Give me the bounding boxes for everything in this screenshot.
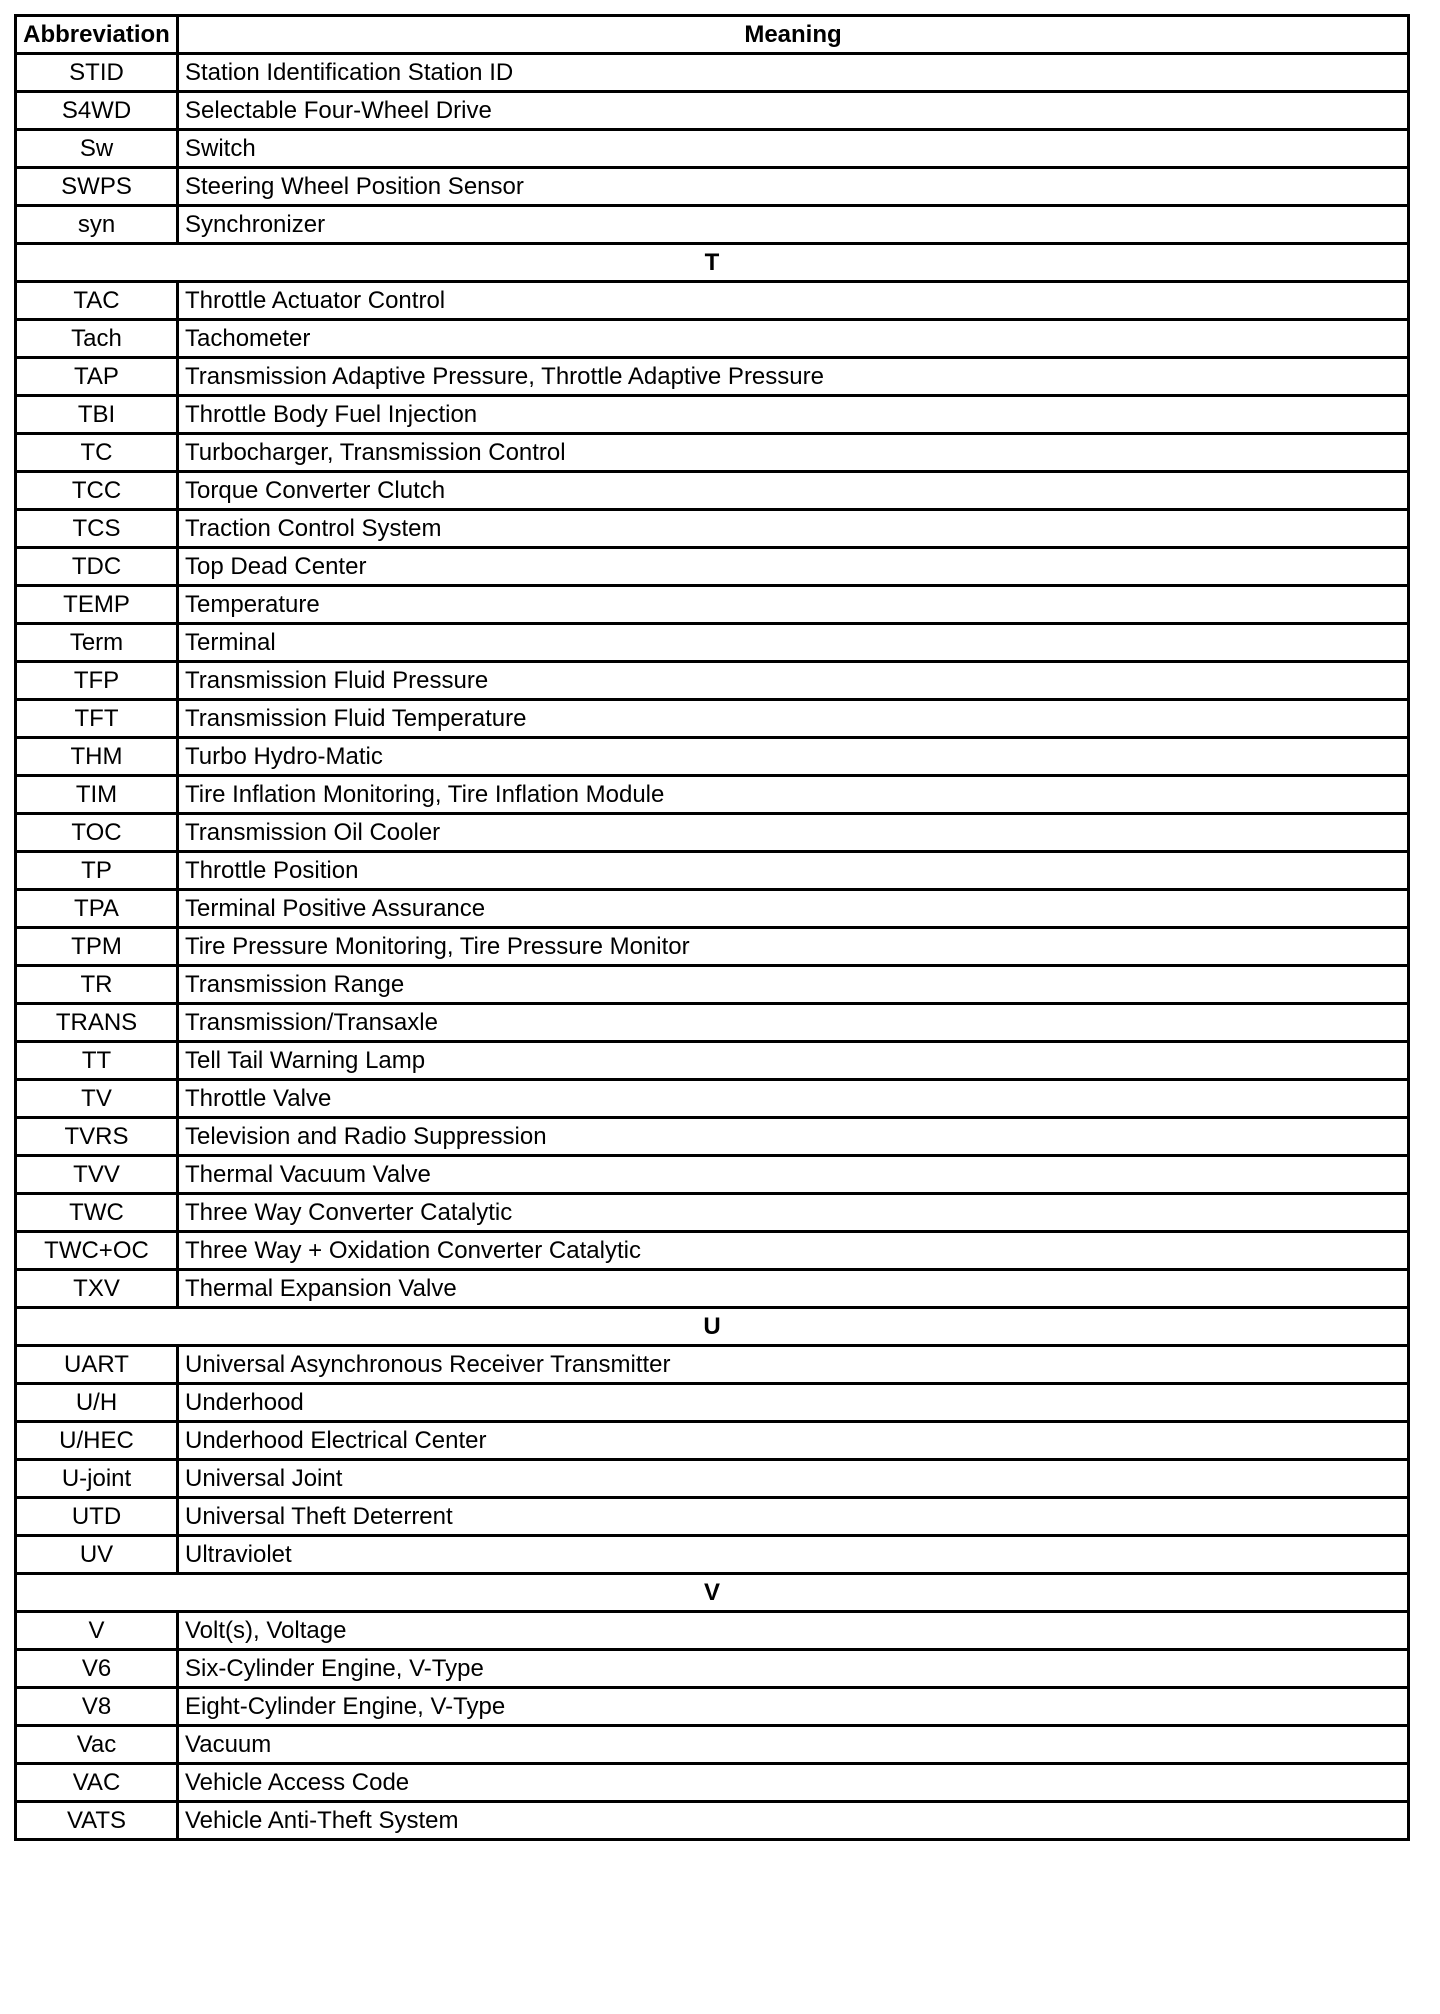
meaning-cell: Three Way Converter Catalytic bbox=[178, 1194, 1409, 1232]
abbreviation-cell: UART bbox=[16, 1346, 178, 1384]
meaning-cell: Temperature bbox=[178, 586, 1409, 624]
table-row bbox=[16, 1270, 1409, 1308]
abbreviation-cell: U/HEC bbox=[16, 1422, 178, 1460]
table-row bbox=[16, 206, 1409, 244]
abbreviation-cell: Term bbox=[16, 624, 178, 662]
abbreviation-cell: UV bbox=[16, 1536, 178, 1574]
abbreviation-cell: TR bbox=[16, 966, 178, 1004]
meaning-column-header: Meaning bbox=[178, 16, 1409, 54]
meaning-cell: Transmission Fluid Pressure bbox=[178, 662, 1409, 700]
table-row bbox=[16, 1726, 1409, 1764]
abbreviation-cell: TCS bbox=[16, 510, 178, 548]
meaning-cell: Torque Converter Clutch bbox=[178, 472, 1409, 510]
meaning-cell: Vacuum bbox=[178, 1726, 1409, 1764]
table-row bbox=[16, 1194, 1409, 1232]
meaning-cell: Three Way + Oxidation Converter Catalytic bbox=[178, 1232, 1409, 1270]
meaning-cell: Tachometer bbox=[178, 320, 1409, 358]
abbreviation-cell: TCC bbox=[16, 472, 178, 510]
meaning-cell: Vehicle Access Code bbox=[178, 1764, 1409, 1802]
table-row bbox=[16, 1080, 1409, 1118]
table-row bbox=[16, 1042, 1409, 1080]
meaning-cell: Transmission Fluid Temperature bbox=[178, 700, 1409, 738]
table-row bbox=[16, 624, 1409, 662]
abbreviation-column-header: Abbreviation bbox=[16, 16, 178, 54]
abbreviation-cell: Vac bbox=[16, 1726, 178, 1764]
section-letter: U bbox=[16, 1308, 1409, 1346]
table-row bbox=[16, 168, 1409, 206]
abbreviation-cell: TRANS bbox=[16, 1004, 178, 1042]
abbreviation-cell: TPA bbox=[16, 890, 178, 928]
abbreviation-cell: TXV bbox=[16, 1270, 178, 1308]
table-row bbox=[16, 282, 1409, 320]
meaning-cell: Synchronizer bbox=[178, 206, 1409, 244]
table-row bbox=[16, 1650, 1409, 1688]
abbreviation-cell: TFT bbox=[16, 700, 178, 738]
abbreviation-cell: TOC bbox=[16, 814, 178, 852]
abbreviation-cell: V6 bbox=[16, 1650, 178, 1688]
section-letter: V bbox=[16, 1574, 1409, 1612]
table-header-row bbox=[16, 16, 1409, 54]
meaning-cell: Top Dead Center bbox=[178, 548, 1409, 586]
abbreviation-cell: VAC bbox=[16, 1764, 178, 1802]
meaning-cell: Thermal Expansion Valve bbox=[178, 1270, 1409, 1308]
meaning-cell: Turbo Hydro-Matic bbox=[178, 738, 1409, 776]
meaning-cell: Television and Radio Suppression bbox=[178, 1118, 1409, 1156]
table-row bbox=[16, 472, 1409, 510]
abbreviation-cell: TWC bbox=[16, 1194, 178, 1232]
table-row bbox=[16, 92, 1409, 130]
table-row bbox=[16, 814, 1409, 852]
table-row bbox=[16, 586, 1409, 624]
abbreviation-cell: Tach bbox=[16, 320, 178, 358]
table-row bbox=[16, 776, 1409, 814]
table-row bbox=[16, 1764, 1409, 1802]
meaning-cell: Throttle Valve bbox=[178, 1080, 1409, 1118]
abbreviation-cell: S4WD bbox=[16, 92, 178, 130]
section-header-row bbox=[16, 1574, 1409, 1612]
abbreviation-cell: TBI bbox=[16, 396, 178, 434]
abbreviation-cell: TPM bbox=[16, 928, 178, 966]
meaning-cell: Volt(s), Voltage bbox=[178, 1612, 1409, 1650]
table-row bbox=[16, 130, 1409, 168]
table-row bbox=[16, 54, 1409, 92]
table-row bbox=[16, 1004, 1409, 1042]
section-letter: T bbox=[16, 244, 1409, 282]
meaning-cell: Underhood Electrical Center bbox=[178, 1422, 1409, 1460]
table-row bbox=[16, 1156, 1409, 1194]
abbreviation-cell: TP bbox=[16, 852, 178, 890]
abbreviation-cell: TDC bbox=[16, 548, 178, 586]
table-row bbox=[16, 1118, 1409, 1156]
meaning-cell: Station Identification Station ID bbox=[178, 54, 1409, 92]
meaning-cell: Terminal Positive Assurance bbox=[178, 890, 1409, 928]
meaning-cell: Selectable Four-Wheel Drive bbox=[178, 92, 1409, 130]
meaning-cell: Vehicle Anti-Theft System bbox=[178, 1802, 1409, 1840]
table-row bbox=[16, 434, 1409, 472]
meaning-cell: Throttle Position bbox=[178, 852, 1409, 890]
abbreviation-cell: THM bbox=[16, 738, 178, 776]
table-row bbox=[16, 662, 1409, 700]
meaning-cell: Tell Tail Warning Lamp bbox=[178, 1042, 1409, 1080]
abbreviation-cell: TVRS bbox=[16, 1118, 178, 1156]
meaning-cell: Transmission Oil Cooler bbox=[178, 814, 1409, 852]
table-row bbox=[16, 1384, 1409, 1422]
table-row bbox=[16, 852, 1409, 890]
section-header-row bbox=[16, 244, 1409, 282]
table-row bbox=[16, 358, 1409, 396]
table-row bbox=[16, 548, 1409, 586]
meaning-cell: Transmission Adaptive Pressure, Throttle Adaptive Pressure bbox=[178, 358, 1409, 396]
abbreviation-cell: TIM bbox=[16, 776, 178, 814]
abbreviation-table bbox=[14, 14, 1410, 1841]
meaning-cell: Six-Cylinder Engine, V-Type bbox=[178, 1650, 1409, 1688]
section-header-row bbox=[16, 1308, 1409, 1346]
meaning-cell: Terminal bbox=[178, 624, 1409, 662]
table-row bbox=[16, 1232, 1409, 1270]
table-row bbox=[16, 1422, 1409, 1460]
table-row bbox=[16, 1460, 1409, 1498]
meaning-cell: Universal Theft Deterrent bbox=[178, 1498, 1409, 1536]
table-row bbox=[16, 320, 1409, 358]
meaning-cell: Universal Joint bbox=[178, 1460, 1409, 1498]
meaning-cell: Steering Wheel Position Sensor bbox=[178, 168, 1409, 206]
meaning-cell: Underhood bbox=[178, 1384, 1409, 1422]
meaning-cell: Throttle Body Fuel Injection bbox=[178, 396, 1409, 434]
table-row bbox=[16, 1688, 1409, 1726]
abbreviation-cell: TFP bbox=[16, 662, 178, 700]
abbreviation-cell: TAC bbox=[16, 282, 178, 320]
abbreviation-cell: UTD bbox=[16, 1498, 178, 1536]
meaning-cell: Thermal Vacuum Valve bbox=[178, 1156, 1409, 1194]
table-row bbox=[16, 1612, 1409, 1650]
abbreviation-cell: TC bbox=[16, 434, 178, 472]
meaning-cell: Eight-Cylinder Engine, V-Type bbox=[178, 1688, 1409, 1726]
table-row bbox=[16, 700, 1409, 738]
table-row bbox=[16, 1802, 1409, 1840]
abbreviation-cell: TVV bbox=[16, 1156, 178, 1194]
meaning-cell: Switch bbox=[178, 130, 1409, 168]
meaning-cell: Transmission Range bbox=[178, 966, 1409, 1004]
table-row bbox=[16, 738, 1409, 776]
table-row bbox=[16, 890, 1409, 928]
abbreviation-cell: U/H bbox=[16, 1384, 178, 1422]
abbreviation-cell: TT bbox=[16, 1042, 178, 1080]
table-row bbox=[16, 928, 1409, 966]
table-row bbox=[16, 396, 1409, 434]
table-row bbox=[16, 1536, 1409, 1574]
abbreviation-cell: V bbox=[16, 1612, 178, 1650]
abbreviation-cell: Sw bbox=[16, 130, 178, 168]
table-row bbox=[16, 1346, 1409, 1384]
abbreviation-cell: U-joint bbox=[16, 1460, 178, 1498]
table-row bbox=[16, 1498, 1409, 1536]
abbreviation-cell: STID bbox=[16, 54, 178, 92]
abbreviation-cell: V8 bbox=[16, 1688, 178, 1726]
abbreviation-cell: TEMP bbox=[16, 586, 178, 624]
abbreviation-cell: syn bbox=[16, 206, 178, 244]
meaning-cell: Ultraviolet bbox=[178, 1536, 1409, 1574]
table-body bbox=[16, 54, 1409, 1840]
table-row bbox=[16, 510, 1409, 548]
meaning-cell: Throttle Actuator Control bbox=[178, 282, 1409, 320]
abbreviation-cell: TV bbox=[16, 1080, 178, 1118]
meaning-cell: Tire Inflation Monitoring, Tire Inflation Module bbox=[178, 776, 1409, 814]
meaning-cell: Tire Pressure Monitoring, Tire Pressure Monitor bbox=[178, 928, 1409, 966]
abbreviation-cell: SWPS bbox=[16, 168, 178, 206]
abbreviation-cell: TAP bbox=[16, 358, 178, 396]
meaning-cell: Universal Asynchronous Receiver Transmitter bbox=[178, 1346, 1409, 1384]
table-row bbox=[16, 966, 1409, 1004]
meaning-cell: Transmission/Transaxle bbox=[178, 1004, 1409, 1042]
meaning-cell: Traction Control System bbox=[178, 510, 1409, 548]
abbreviation-cell: VATS bbox=[16, 1802, 178, 1840]
meaning-cell: Turbocharger, Transmission Control bbox=[178, 434, 1409, 472]
abbreviation-cell: TWC+OC bbox=[16, 1232, 178, 1270]
